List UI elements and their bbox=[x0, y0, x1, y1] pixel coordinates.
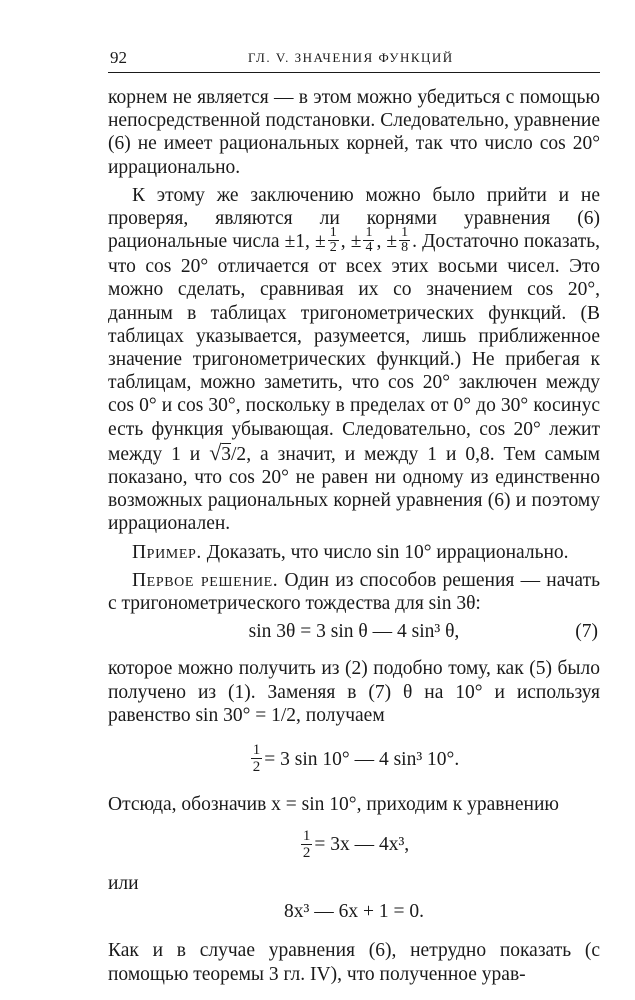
paragraph-1: корнем не является — в этом можно убедиться с помощью непосредственной подстановки. Следовательно, уравнение (6) не имеет рациональных корней, так что число cos 20° иррационально. bbox=[108, 87, 600, 178]
separator: , ± bbox=[340, 231, 362, 253]
equation-cubic-frac-rest: = 3x — 4x³, bbox=[314, 834, 410, 856]
or-word: или bbox=[108, 873, 139, 895]
fraction-denominator: 2 bbox=[252, 759, 261, 776]
fraction-numerator: 1 bbox=[329, 225, 337, 241]
equation-cubic-frac bbox=[108, 822, 600, 868]
equation-7-number: (7) bbox=[575, 621, 598, 643]
separator: , ± bbox=[376, 231, 398, 253]
equation-7-formula: sin 3θ = 3 sin θ — 4 sin³ θ, bbox=[248, 621, 460, 643]
fraction-numerator: 1 bbox=[401, 225, 409, 241]
equation-sin10 bbox=[108, 737, 600, 783]
running-head: ГЛ. V. ЗНАЧЕНИЯ ФУНКЦИЙ bbox=[248, 50, 454, 65]
fraction-one-quarter bbox=[363, 226, 374, 255]
paragraph-2 bbox=[108, 184, 600, 536]
equation-cubic bbox=[108, 899, 600, 925]
fraction-numerator: 1 bbox=[365, 225, 373, 241]
example-paragraph bbox=[108, 541, 600, 564]
sqrt-argument: 3 bbox=[221, 443, 232, 465]
example-label: Пример. bbox=[132, 541, 202, 563]
fraction-denominator: 8 bbox=[401, 240, 409, 256]
page-body bbox=[108, 86, 600, 986]
fraction-numerator: 1 bbox=[302, 827, 311, 844]
paragraph-5: Как и в случае уравнения (6), нетрудно показать (с помощью теоремы 3 гл. IV), что полученное урав- bbox=[108, 940, 600, 985]
paragraph-4: Отсюда, обозначив x = sin 10°, приходим к уравнению bbox=[108, 793, 559, 815]
equation-sin10-rest: = 3 sin 10° — 4 sin³ 10°. bbox=[264, 748, 460, 770]
page-header bbox=[108, 46, 600, 73]
sqrt-sign: √ bbox=[209, 439, 222, 465]
fraction-one-eighth bbox=[399, 226, 410, 255]
fraction-denominator: 2 bbox=[329, 240, 337, 256]
fraction-numerator: 1 bbox=[252, 742, 261, 759]
fraction-denominator: 2 bbox=[302, 844, 311, 861]
fraction-denominator: 4 bbox=[365, 240, 373, 256]
paragraph-3: которое можно получить из (2) подобно тому, как (5) было получено из (1). Заменяя в (7) θ на 10° и используя равенство sin 30° = 1/2, получаем bbox=[108, 658, 600, 726]
page-number: 92 bbox=[110, 48, 127, 67]
equation-7 bbox=[108, 619, 600, 645]
fraction-one-half bbox=[328, 226, 339, 255]
sqrt-after: /2 bbox=[231, 443, 247, 465]
solution-paragraph bbox=[108, 569, 600, 615]
fraction-one-half bbox=[251, 742, 263, 775]
paragraph-2-text-c: , а значит, и между 1 и 0,8. Тем самым показано, что cos 20° не равен ни одному из единственно возможных рациональных корней уравнения (6) и поэтому иррационален. bbox=[108, 443, 600, 535]
paragraph-2-text-a: К этому же заключению можно было прийти и не проверяя, являются ли корнями уравнения (6) рациональные числа ±1, ± bbox=[108, 184, 600, 253]
example-text: Доказать, что число sin 10° иррационально. bbox=[201, 541, 569, 563]
solution-label: Первое решение. bbox=[132, 569, 279, 591]
paragraph-2-text-b: . Достаточно показать, что cos 20° отличается от всех этих восьми чисел. Это можно сделать, сравнивая их со значением cos 20°, данным в таблицах тригонометрических функций. (В таблицах указывается, разумеется, лишь приближенное значение тригонометрических функций.) Не прибегая к таблицам, можно заметить, что cos 20° заключен между cos 0° и cos 30°, поскольку в пределах от 0° до 30° косинус есть функция убывающая. Следовательно, cos 20° лежит между 1 и bbox=[108, 231, 600, 465]
equation-cubic-formula: 8x³ — 6x + 1 = 0. bbox=[284, 901, 424, 923]
fraction-one-half bbox=[301, 828, 313, 861]
solution-text: Один из способов решения — начать с тригонометрического тождества для sin 3θ: bbox=[108, 569, 600, 615]
